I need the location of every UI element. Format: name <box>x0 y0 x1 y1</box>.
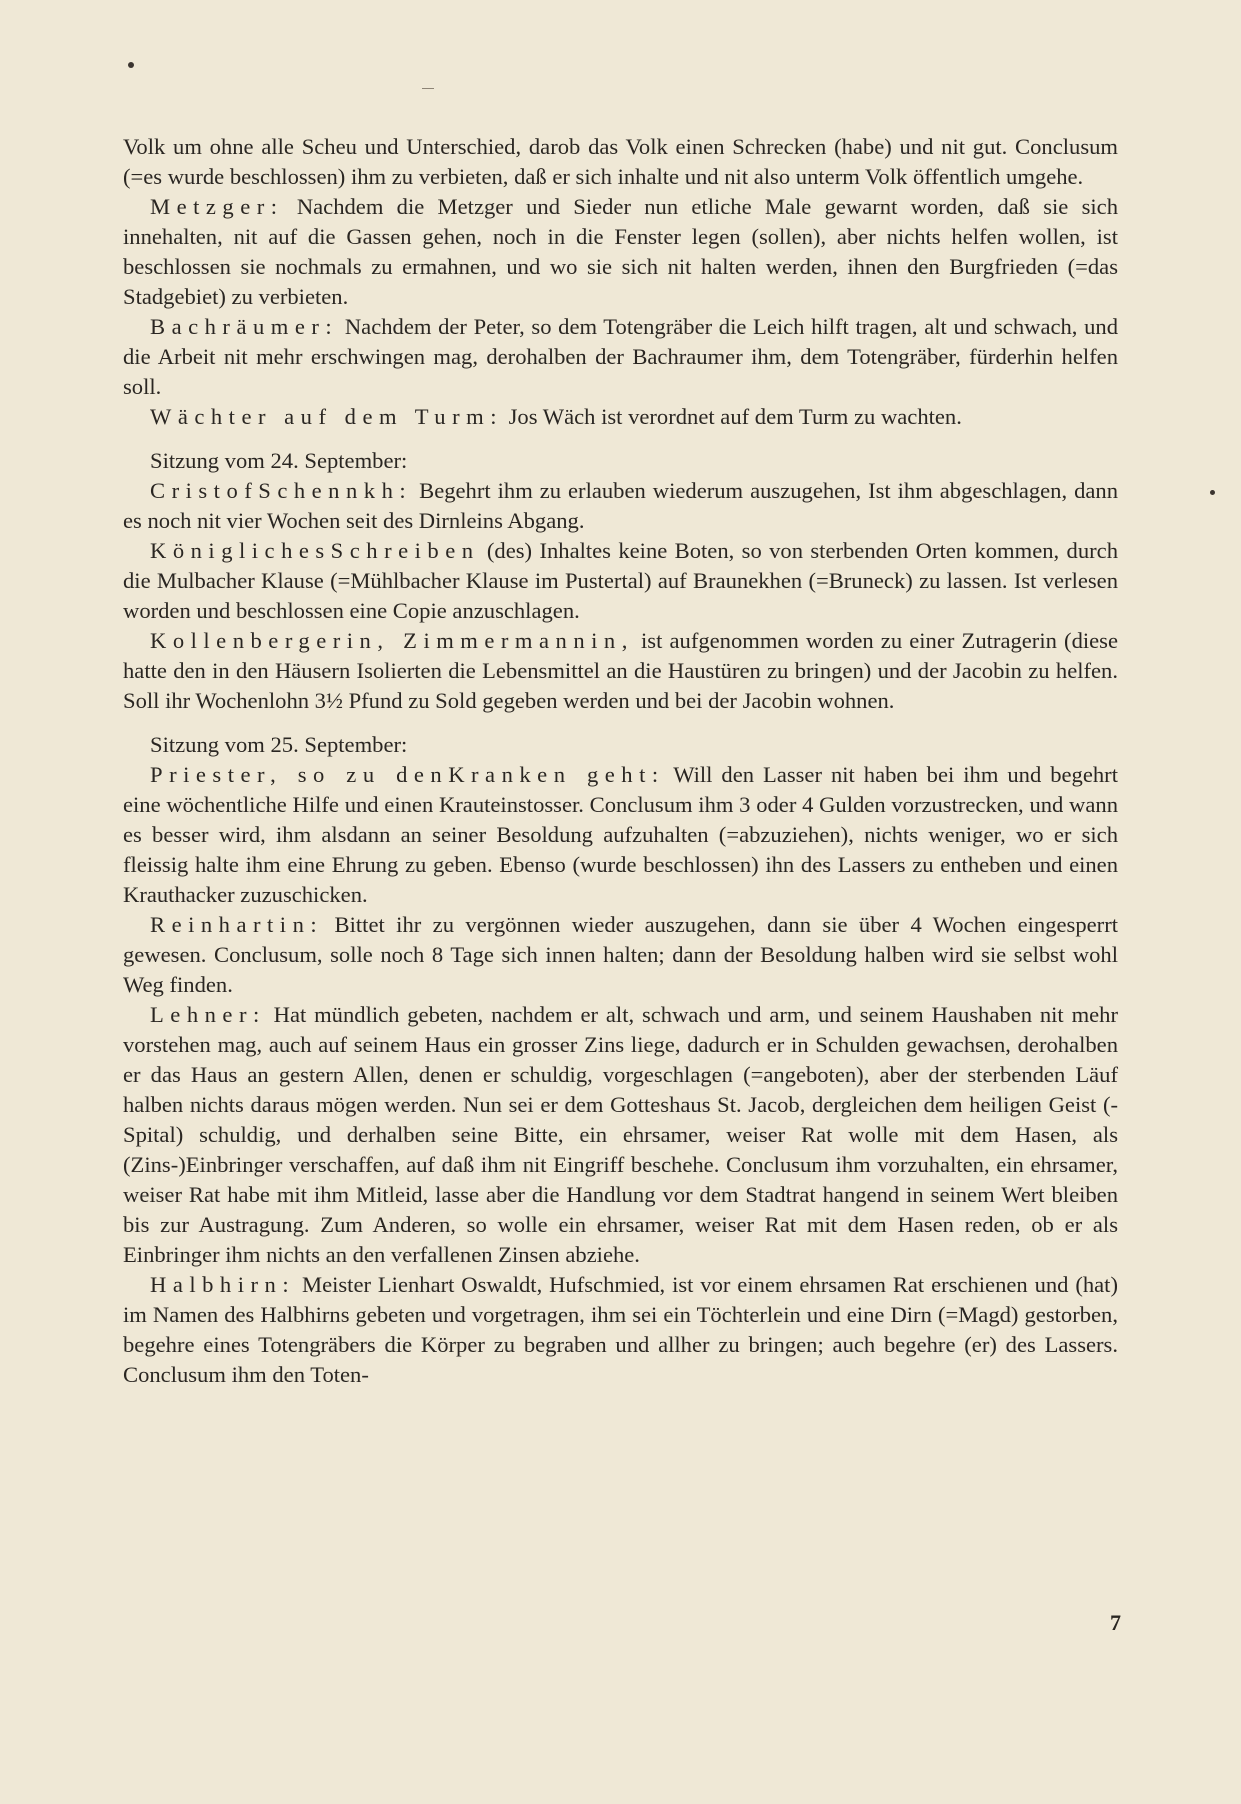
paragraph-label: Reinhartin: <box>150 912 324 937</box>
paragraph <box>123 132 1118 192</box>
page-number: 7 <box>1110 1610 1121 1635</box>
paragraph-text: Will den Lasser nit haben bei ihm und begehrt eine wöchentliche Hilfe und einen Krauteinstosser. Conclusum ihm 3 oder 4 Gulden vorzustrecken, und wann es besser wird, ihm alsdann an seiner Besoldung aufzuhalten (=abzuziehen), nichts weniger, wo er sich fleissig halte ihm eine Ehrung zu geben. Ebenso (wurde beschlossen) ihn des Lassers zu entheben und einen Krauthacker zuzuschicken. <box>123 762 1118 907</box>
paragraph-text: ist aufgenommen worden zu einer Zutragerin (diese hatte den in den Häusern Isolierten die Lebensmittel an die Haustüren zu bringen) und der Jacobin zu helfen. Soll ihr Wochenlohn 3½ Pfund zu Sold gegeben werden und bei der Jacobin wohnen. <box>123 628 1118 713</box>
paragraph-text: Bittet ihr zu vergönnen wieder auszugehen, dann sie über 4 Wochen eingesperrt gewesen. Conclusum, solle noch 8 Tage sich innen halten; dann der Besoldung halben wird sie selbst wohl Weg finden. <box>123 912 1118 997</box>
paragraph-label: Metzger: <box>150 194 284 219</box>
paragraph-label: Halbhirn: <box>150 1272 296 1297</box>
paragraph <box>123 1000 1118 1270</box>
paragraph <box>123 536 1118 626</box>
mark-dash <box>422 88 434 89</box>
session-heading <box>123 730 1118 760</box>
paragraph-text: Volk um ohne alle Scheu und Unterschied, darob das Volk einen Schrecken (habe) und nit gut. Conclusum (=es wurde beschlossen) ihm zu verbieten, daß er sich inhalte und nit also unterm Volk öffentlich umgehe. <box>123 134 1118 189</box>
paragraph <box>123 402 1118 432</box>
paragraph <box>123 1270 1118 1390</box>
paragraph-text: Nachdem die Metzger und Sieder nun etliche Male gewarnt worden, daß sie sich innehalten, nit auf die Gassen gehen, noch in die Fenster legen (sollen), aber nichts helfen wollen, ist beschlossen sie nochmals zu ermahnen, und wo sie sich nit halten werden, ihnen den Burgfrieden (=das Stadgebiet) zu verbieten. <box>123 194 1118 309</box>
document-body <box>123 132 1118 1390</box>
paragraph-text: (des) Inhaltes keine Boten, so von sterbenden Orten kommen, durch die Mulbacher Klause (=Mühlbacher Klause im Pustertal) auf Braunekhen (=Bruneck) zu lassen. Ist verlesen worden und beschlossen eine Copie anzuschlagen. <box>123 538 1118 623</box>
paragraph-text: Begehrt ihm zu erlauben wiederum auszugehen, Ist ihm abgeschlagen, dann es noch nit vier Wochen seit des Dirnleins Abgang. <box>123 478 1118 533</box>
paragraph <box>123 626 1118 716</box>
paragraph-label: Kollenbergerin, Zimmermannin, <box>150 628 634 653</box>
paragraph <box>123 192 1118 312</box>
paragraph-label: CristofSchennkh: <box>150 478 413 503</box>
paragraph-text: Hat mündlich gebeten, nachdem er alt, schwach und arm, und seinem Haushaben nit mehr vorstehen mag, auch auf seinem Haus ein grosser Zins liege, dadurch er in Schulden gewachsen, derohalben er das Haus an gestern Allen, denen er schuldig, vorgeschlagen (=angeboten), aber der sterbenden Läuf halben nichts daraus mögen werden. Nun sei er dem Gotteshaus St. Jacob, dergleichen dem heiligen Geist (-Spital) schuldig, und derhalben seine Bitte, ein ehrsamer, weiser Rat wolle mit dem Hasen, als (Zins-)Einbringer verschaffen, auf daß ihm nit Eingriff beschehe. Conclusum ihm vorzuhalten, ein ehrsamer, weiser Rat habe mit ihm Mitleid, lasse aber die Handlung vor dem Stadtrat hangend in seinem Wert bleiben bis zur Austragung. Zum Anderen, so wolle ein ehrsamer, weiser Rat mit dem Hasen reden, ob er als Einbringer ihm nichts an den verfallenen Zinsen abziehe. <box>123 1002 1118 1267</box>
speck-dot <box>1210 490 1215 495</box>
paragraph-text: Jos Wäch ist verordnet auf dem Turm zu wachten. <box>502 404 962 429</box>
speck-dot <box>128 62 134 68</box>
paragraph <box>123 910 1118 1000</box>
paragraph-text: Sitzung vom 24. September: <box>150 448 408 473</box>
paragraph-label: Wächter auf dem Turm: <box>150 404 503 429</box>
paragraph-text: Sitzung vom 25. September: <box>150 732 408 757</box>
paragraph <box>123 476 1118 536</box>
paragraph-text: Nachdem der Peter, so dem Totengräber die Leich hilft tragen, alt und schwach, und die Arbeit nit mehr erschwingen mag, derohalben der Bachraumer ihm, dem Totengräber, fürderhin helfen soll. <box>123 314 1118 399</box>
paragraph-label: KöniglichesSchreiben <box>150 538 480 563</box>
paragraph-label: Priester, so zu denKranken geht: <box>150 762 665 787</box>
paragraph <box>123 312 1118 402</box>
paragraph-label: Bachräumer: <box>150 314 339 339</box>
session-heading <box>123 446 1118 476</box>
paragraph-label: Lehner: <box>150 1002 266 1027</box>
paragraph-text: Meister Lienhart Oswaldt, Hufschmied, ist vor einem ehrsamen Rat erschienen und (hat) im Namen des Halbhirns gebeten und vorgetragen, ihm sei ein Töchterlein und eine Dirn (=Magd) gestorben, begehre eines Totengräbers die Körper zu begraben und allher zu bringen; auch begehre (er) des Lassers. Conclusum ihm den Toten- <box>123 1272 1118 1387</box>
paragraph <box>123 760 1118 910</box>
